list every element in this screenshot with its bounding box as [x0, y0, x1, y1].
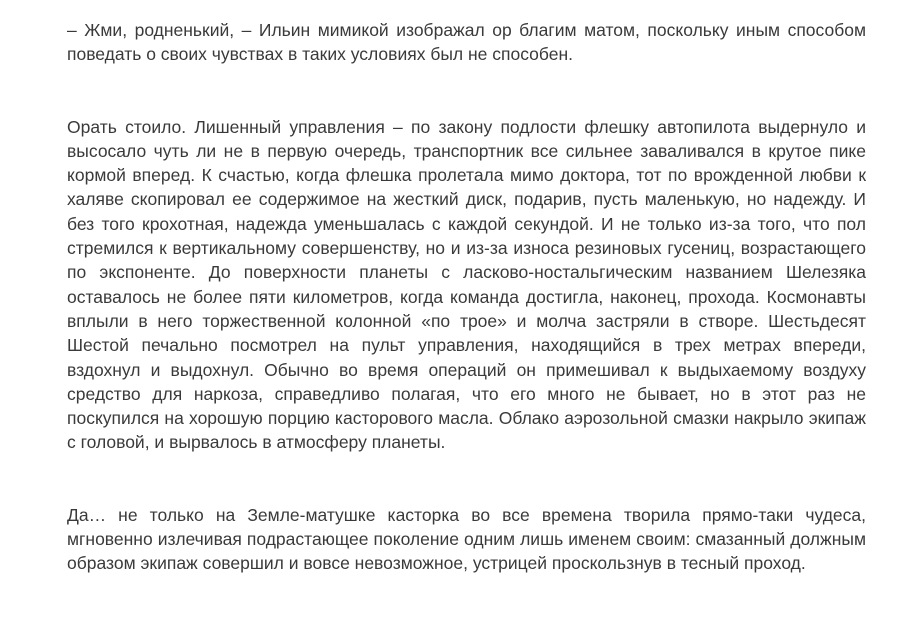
paragraph-3: Да… не только на Земле-матушке касторка во все времена творила прямо-таки чудеса, мгновенно излечивая подрастающее поколение одним лишь именем своим: смазанный должным образом экипаж совершил и вовсе невозможное, устрицей проскользнув в тесный проход. — [67, 504, 866, 574]
article-body — [67, 18, 866, 576]
paragraph-2: Орать стоило. Лишенный управления – по закону подлости флешку автопилота выдернуло и высосало чуть ли не в первую очередь, транспортник все сильнее заваливался в крутое пике кормой вперед. К счастью, когда флешка пролетала мимо доктора, тот по врожденной любви к халяве скопировал ее содержимое на жесткий диск, подарив, пусть маленькую, но надежду. И без того крохотная, надежда уменьшалась с каждой секундой. И не только из-за того, что пол стремился к вертикальному совершенству, но и из-за износа резиновых гусениц, возрастающего по экспоненте. До поверхности планеты с ласково-ностальгическим названием Шелезяка оставалось не более пяти километров, когда команда достигла, наконец, прохода. Космонавты вплыли в него торжественной колонной «по трое» и молча застряли в створе. Шестьдесят Шестой печально посмотрел на пульт управления, находящийся в трех метрах впереди, вздохнул и выдохнул. Обычно во время операций он примешивал к выдыхаемому воздуху средство для наркоза, справедливо полагая, что его много не бывает, но в этот раз не поскупился на хорошую порцию касторового масла. Облако аэрозольной смазки накрыло экипаж с головой, и вырвалось в атмосферу планеты. — [67, 116, 866, 453]
paragraph-1: – Жми, родненький, – Ильин мимикой изображал ор благим матом, поскольку иным способом поведать о своих чувствах в таких условиях был не способен. — [67, 20, 866, 65]
